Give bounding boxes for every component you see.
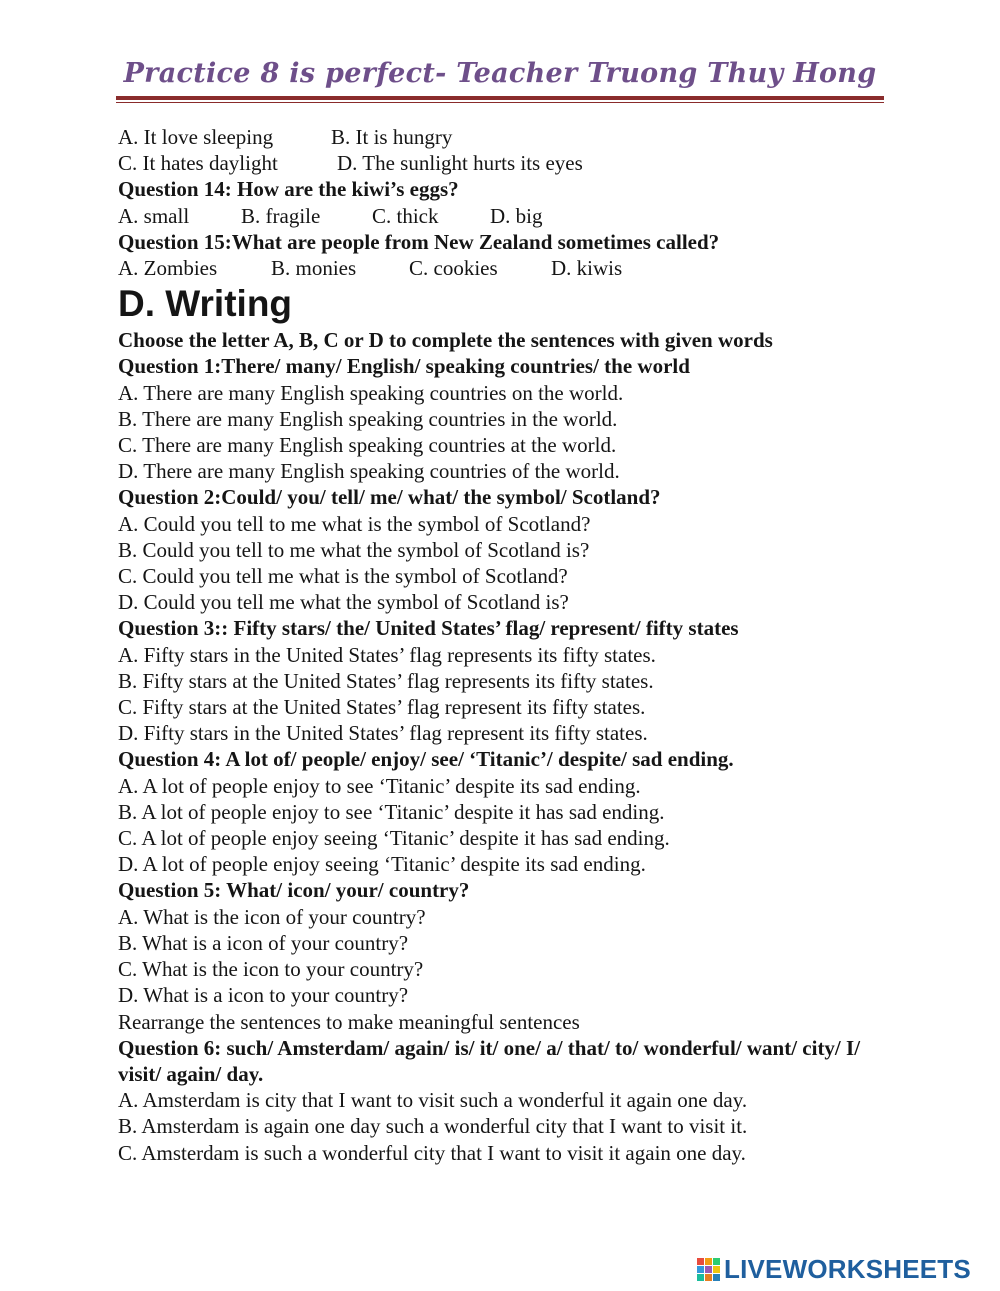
section-instruction: Choose the letter A, B, C or D to complete the sentences with given words — [118, 328, 773, 353]
writing-question-1: Question 1:There/ many/ English/ speaking countries/ the world — [118, 354, 690, 379]
logo-text: LIVEWORKSHEETS — [724, 1254, 971, 1284]
answer-option: C. A lot of people enjoy seeing ‘Titanic’ despite it has sad ending. — [118, 826, 670, 851]
answer-option: D. A lot of people enjoy seeing ‘Titanic’ despite its sad ending. — [118, 852, 646, 877]
option-d: D. The sunlight hurts its eyes — [337, 151, 583, 176]
answer-option: A. Fifty stars in the United States’ flag represents its fifty states. — [118, 642, 656, 667]
section-title: D. Writing — [118, 283, 293, 325]
writing-question-4: Question 4: A lot of/ people/ enjoy/ see/ ‘Titanic’/ despite/ sad ending. — [118, 747, 734, 772]
answer-option: D. What is a icon to your country? — [118, 983, 409, 1008]
rearrange-instruction: Rearrange the sentences to make meaningful sentences — [118, 1009, 580, 1034]
answer-option: B. Could you tell to me what the symbol of Scotland is? — [118, 537, 590, 562]
answer-option: B. Fifty stars at the United States’ flag represents its fifty states. — [118, 668, 654, 693]
answer-option: C. Fifty stars at the United States’ flag represent its fifty states. — [118, 695, 646, 720]
page-header-title: Practice 8 is perfect- Teacher Truong Thuy Hong — [123, 58, 877, 89]
question-14-options — [118, 203, 888, 229]
logo-blocks-icon — [697, 1258, 720, 1281]
option-b: B. It is hungry — [331, 125, 453, 149]
answer-option: A. A lot of people enjoy to see ‘Titanic’ despite its sad ending. — [118, 773, 641, 798]
liveworksheets-logo — [697, 1254, 971, 1285]
option-c: C. cookies — [409, 256, 498, 281]
writing-question-6: Question 6: such/ Amsterdam/ again/ is/ it/ one/ a/ that/ to/ wonderful/ want/ city/ I/ visit/ again/ day. — [118, 1035, 861, 1086]
option-a: A. small — [118, 203, 190, 228]
answer-option: B. Amsterdam is again one day such a wonderful city that I want to visit it. — [118, 1114, 748, 1139]
header-divider — [116, 96, 884, 100]
question-14: Question 14: How are the kiwi’s eggs? — [118, 177, 459, 202]
writing-question-5: Question 5: What/ icon/ your/ country? — [118, 878, 470, 903]
writing-question-3: Question 3:: Fifty stars/ the/ United States’ flag/ represent/ fifty states — [118, 616, 739, 641]
answer-option: A. Amsterdam is city that I want to visit such a wonderful it again one day. — [118, 1088, 748, 1113]
option-d: D. kiwis — [551, 256, 623, 281]
question-15: Question 15:What are people from New Zealand sometimes called? — [118, 229, 720, 254]
question-15-options — [118, 255, 888, 281]
option-c: C. thick — [372, 203, 439, 228]
answer-option: C. There are many English speaking countries at the world. — [118, 433, 617, 458]
answer-option: C. Could you tell me what is the symbol of Scotland? — [118, 564, 568, 589]
answer-option: C. What is the icon to your country? — [118, 957, 424, 982]
header-divider-thin — [116, 102, 884, 103]
answer-option: A. Could you tell to me what is the symbol of Scotland? — [118, 511, 591, 536]
option-b: B. monies — [271, 256, 357, 281]
answer-option: A. What is the icon of your country? — [118, 904, 426, 929]
answer-option: C. Amsterdam is such a wonderful city that I want to visit it again one day. — [118, 1140, 746, 1165]
option-row — [118, 124, 888, 150]
option-c: C. It hates daylight — [118, 151, 278, 176]
answer-option: D. Fifty stars in the United States’ flag represent its fifty states. — [118, 721, 648, 746]
answer-option: D. Could you tell me what the symbol of Scotland is? — [118, 590, 569, 615]
answer-option: B. What is a icon of your country? — [118, 930, 409, 955]
writing-question-2: Question 2:Could/ you/ tell/ me/ what/ the symbol/ Scotland? — [118, 485, 661, 510]
answer-option: D. There are many English speaking countries of the world. — [118, 459, 620, 484]
answer-option: B. A lot of people enjoy to see ‘Titanic’ despite it has sad ending. — [118, 799, 665, 824]
worksheet-content — [118, 124, 888, 1166]
option-row — [118, 150, 888, 176]
answer-option: A. There are many English speaking countries on the world. — [118, 380, 624, 405]
option-b: B. fragile — [241, 203, 321, 228]
answer-option: B. There are many English speaking countries in the world. — [118, 406, 618, 431]
option-a: A. It love sleeping — [118, 125, 274, 149]
option-d: D. big — [490, 203, 543, 228]
option-a: A. Zombies — [118, 256, 218, 281]
